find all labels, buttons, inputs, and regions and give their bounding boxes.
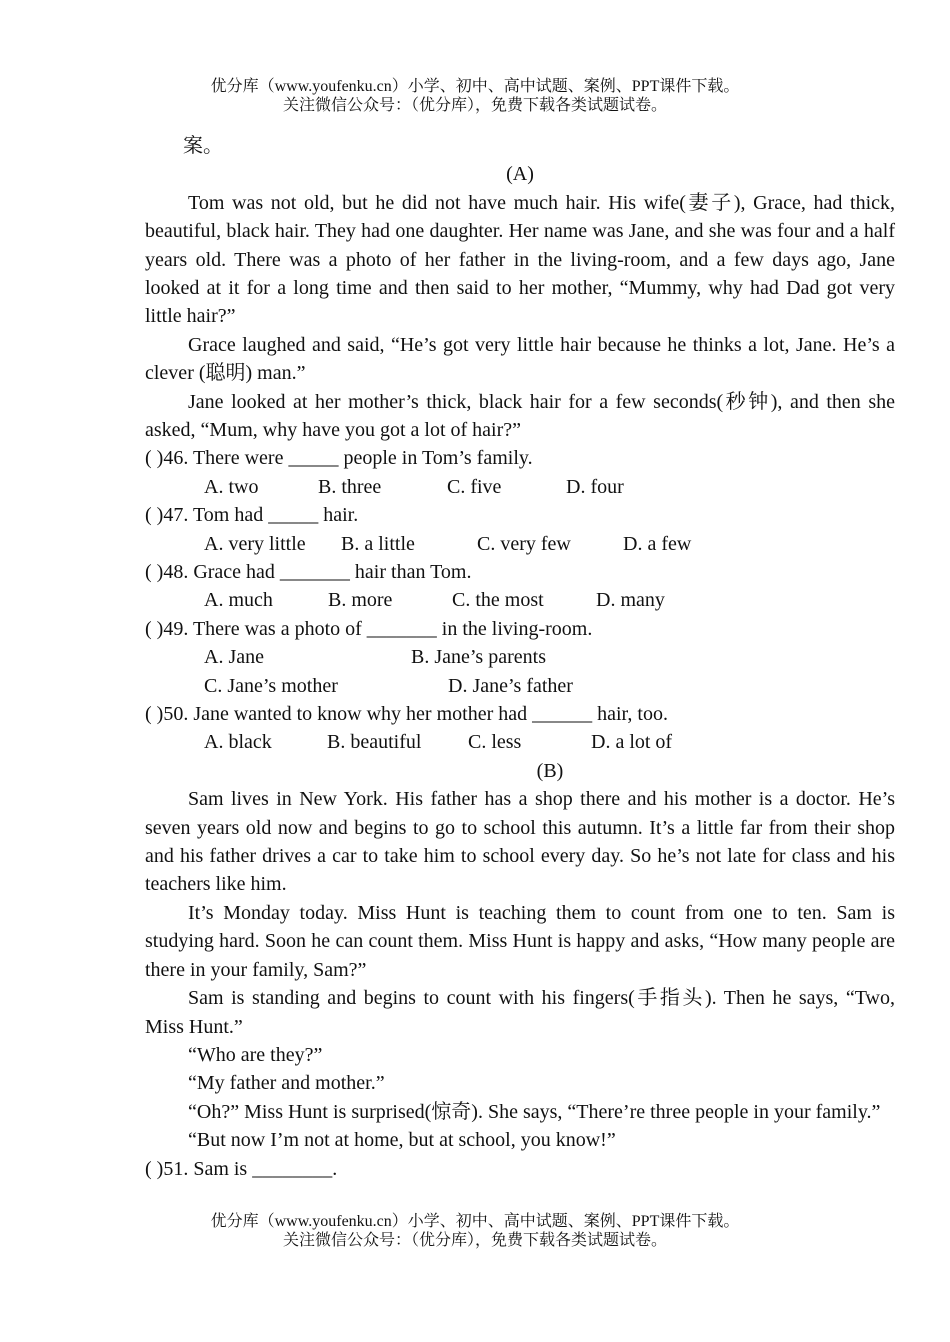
passage-b-paragraph: “My father and mother.” bbox=[188, 1072, 385, 1095]
option: A. two bbox=[204, 475, 259, 498]
passage-a-paragraph: Jane looked at her mother’s thick, black hair for a few seconds(秒钟), and then she asked, “Mum, why have you got a lot of hair?” bbox=[145, 390, 895, 442]
options-46 bbox=[145, 473, 895, 501]
passage-b-paragraph: “Who are they?” bbox=[188, 1043, 323, 1066]
footer-line-2: 关注微信公众号：（优分库），免费下载各类试题试卷。 bbox=[282, 1232, 667, 1249]
question-49: ( )49. There was a photo of _______ in the living-room. bbox=[145, 617, 593, 640]
passage-a-paragraph: Tom was not old, but he did not have much hair. His wife(妻子), Grace, had thick, beautiful, black hair. They had one daughter. Her name was Jane, and she was four and a half years old. There was a photo of her father in the living-room, and a few days ago, Jane looked at it for a long time and then said to her mother, “Mummy, why had Dad got very little hair?” bbox=[145, 191, 895, 328]
section-b-label: (B) bbox=[536, 759, 564, 782]
option: A. very little bbox=[204, 532, 306, 555]
passage-a-paragraph: Grace laughed and said, “He’s got very little hair because he thinks a lot, Jane. He’s a clever (聪明) man.” bbox=[145, 333, 895, 385]
option: D. Jane’s father bbox=[448, 674, 573, 697]
question-51: ( )51. Sam is ________. bbox=[145, 1157, 338, 1180]
option: A. Jane bbox=[204, 646, 264, 669]
passage-b-paragraph: It’s Monday today. Miss Hunt is teaching them to count from one to ten. Sam is studying hard. Soon he can count them. Miss Hunt is happy and asks, “How many people are there in your family, Sam?” bbox=[145, 901, 895, 981]
page-header bbox=[0, 77, 950, 115]
option: D. four bbox=[566, 475, 624, 498]
option: A. black bbox=[204, 731, 272, 754]
option: C. very few bbox=[477, 532, 571, 555]
passage-b-paragraph: Sam lives in New York. His father has a shop there and his mother is a doctor. He’s seven years old now and begins to go to school this autumn. It’s a little far from their shop and his father drives a car to take him to school every day. So he’s not late for class and his teachers like him. bbox=[145, 788, 895, 896]
option: A. much bbox=[204, 589, 273, 612]
options-49-row-2 bbox=[145, 672, 895, 700]
option: B. more bbox=[328, 589, 393, 612]
passage-b-paragraph: “But now I’m not at home, but at school, you know!” bbox=[188, 1129, 616, 1152]
option: C. five bbox=[447, 475, 502, 498]
lead-text: 案。 bbox=[183, 135, 223, 157]
passage-b-paragraph: “Oh?” Miss Hunt is surprised(惊奇). She says, “There’re three people in your family.” bbox=[188, 1100, 881, 1123]
option: D. many bbox=[596, 589, 665, 612]
options-48 bbox=[145, 586, 895, 614]
option: B. beautiful bbox=[327, 731, 422, 754]
options-49-row-1 bbox=[145, 643, 895, 671]
header-line-1: 优分库（www.youfenku.cn）小学、初中、高中试题、案例、PPT课件下载。 bbox=[210, 78, 740, 95]
option: B. Jane’s parents bbox=[411, 646, 546, 669]
option: C. less bbox=[468, 731, 522, 754]
footer-line-1: 优分库（www.youfenku.cn）小学、初中、高中试题、案例、PPT课件下载。 bbox=[210, 1213, 740, 1230]
question-50: ( )50. Jane wanted to know why her mother had ______ hair, too. bbox=[145, 703, 668, 726]
passage-b-paragraph: Sam is standing and begins to count with his fingers(手指头). Then he says, “Two, Miss Hunt.” bbox=[145, 987, 895, 1038]
question-47: ( )47. Tom had _____ hair. bbox=[145, 504, 359, 527]
option: C. the most bbox=[452, 589, 544, 612]
section-a-label: (A) bbox=[506, 163, 534, 186]
question-48: ( )48. Grace had _______ hair than Tom. bbox=[145, 561, 472, 584]
option: D. a lot of bbox=[591, 731, 673, 754]
option: B. three bbox=[318, 475, 382, 498]
option: C. Jane’s mother bbox=[204, 674, 338, 697]
question-46: ( )46. There were _____ people in Tom’s family. bbox=[145, 447, 533, 470]
document-body bbox=[145, 132, 895, 1183]
header-line-2: 关注微信公众号：（优分库），免费下载各类试题试卷。 bbox=[282, 97, 667, 114]
options-50 bbox=[145, 728, 895, 756]
option: B. a little bbox=[341, 532, 415, 555]
options-47 bbox=[145, 530, 895, 558]
option: D. a few bbox=[623, 532, 692, 555]
page-footer bbox=[0, 1212, 950, 1250]
